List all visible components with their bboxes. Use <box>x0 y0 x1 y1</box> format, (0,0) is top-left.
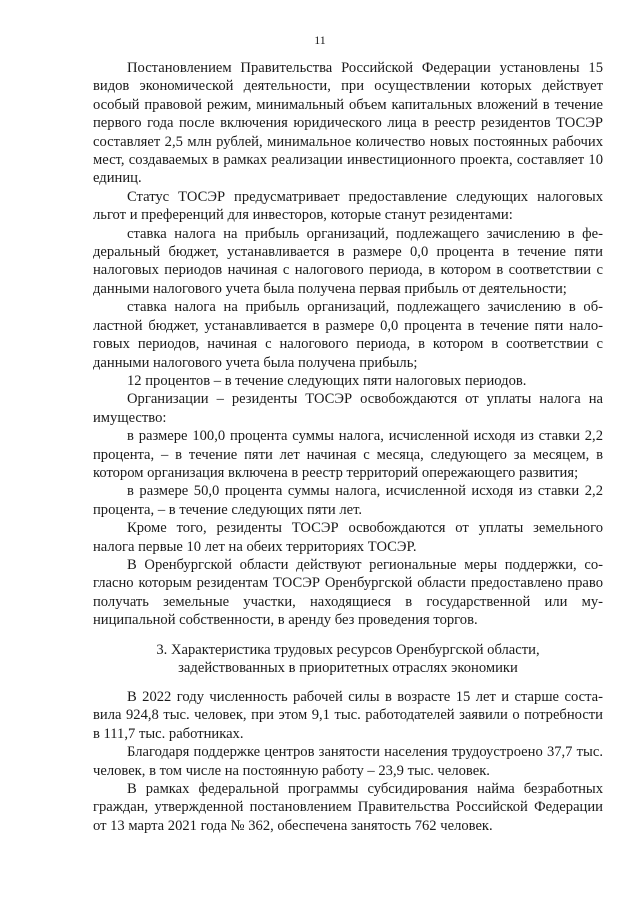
page-number: 11 <box>314 33 326 47</box>
paragraph: Кроме того, резиденты ТОСЭР освобождаются от уплаты земельного налога первые 10 лет на обеих территориях ТОСЭР. <box>93 520 603 555</box>
paragraph: Благодаря поддержке центров занятости населения трудоустроено 37,7 тыс. человек, в том числе на постоянную работу – 23,9 тыс. человек. <box>93 744 603 779</box>
paragraph: 12 процентов – в течение следующих пяти налоговых периодов. <box>127 372 527 389</box>
section-heading-line: 3. Характеристика трудовых ресурсов Оренбургской области, <box>156 642 540 658</box>
body-text-bottom <box>93 688 603 835</box>
paragraph: Постановлением Правительства Российской Федерации установлены 15 видов экономической деятельности, при осуществлении которых действует особый правовой режим, минимальный объем капитальных вложений в течение первого года после включения юридического лица в реестр резидентов ТОСЭР составляет 2,5 млн рублей, минимальное количество новых постоянных рабочих мест, создаваемых в рамках реализации инвестиционного проекта, составляет 10 единиц. <box>93 60 603 187</box>
paragraph: ставка налога на прибыль организаций, подлежащего зачислению в федеральный бюджет, устанавливается в размере 0,0 процента в течение пяти налоговых периодов начиная с налогового периода, в котором в соответствии с данными налогового учета была получена первая прибыль от деятельности; <box>93 225 603 297</box>
paragraph: Организации – резиденты ТОСЭР освобождаются от уплаты налога на имущество: <box>93 391 603 426</box>
paragraph: в размере 100,0 процента суммы налога, исчисленной исходя из ставки 2,2 процента, – в течение пяти лет начиная с месяца, следующего за месяцем, в котором организация включена в реестр территорий опережающего развития; <box>93 428 603 481</box>
section-heading-line: задействованных в приоритетных отраслях экономики <box>178 660 518 677</box>
paragraph: ставка налога на прибыль организаций, подлежащего зачислению в областной бюджет, устанавливается в размере 0,0 процента в течение пяти налоговых периодов, начиная с налогового периода, в котором в соответствии с данными налогового учета была получена прибыль; <box>93 299 603 371</box>
section-heading <box>93 641 603 678</box>
paragraph: в размере 50,0 процента суммы налога, исчисленной исходя из ставки 2,2 процента, – в течение следующих пяти лет. <box>93 483 603 518</box>
paragraph: В Оренбургской области действуют региональные меры поддержки, согласно которым резидентам ТОСЭР Оренбургской области предоставлено право получать земельные участки, находящиеся в государственной или муниципальной собственности, в аренду без проведения торгов. <box>93 556 603 629</box>
paragraph: В 2022 году численность рабочей силы в возрасте 15 лет и старше составила 924,8 тыс. человек, при этом 9,1 тыс. работодателей заявили о потребности в 111,7 тыс. работниках. <box>93 689 603 742</box>
paragraph: Статус ТОСЭР предусматривает предоставление следующих налоговых льгот и преференций для инвесторов, которые станут резидентами: <box>93 188 603 224</box>
paragraph: В рамках федеральной программы субсидирования найма безработных граждан, утвержденной постановлением Правительства Российской Федерации от 13 марта 2021 года № 362, обеспечена занятость 762 человек. <box>93 781 603 834</box>
body-text-top <box>93 59 603 630</box>
